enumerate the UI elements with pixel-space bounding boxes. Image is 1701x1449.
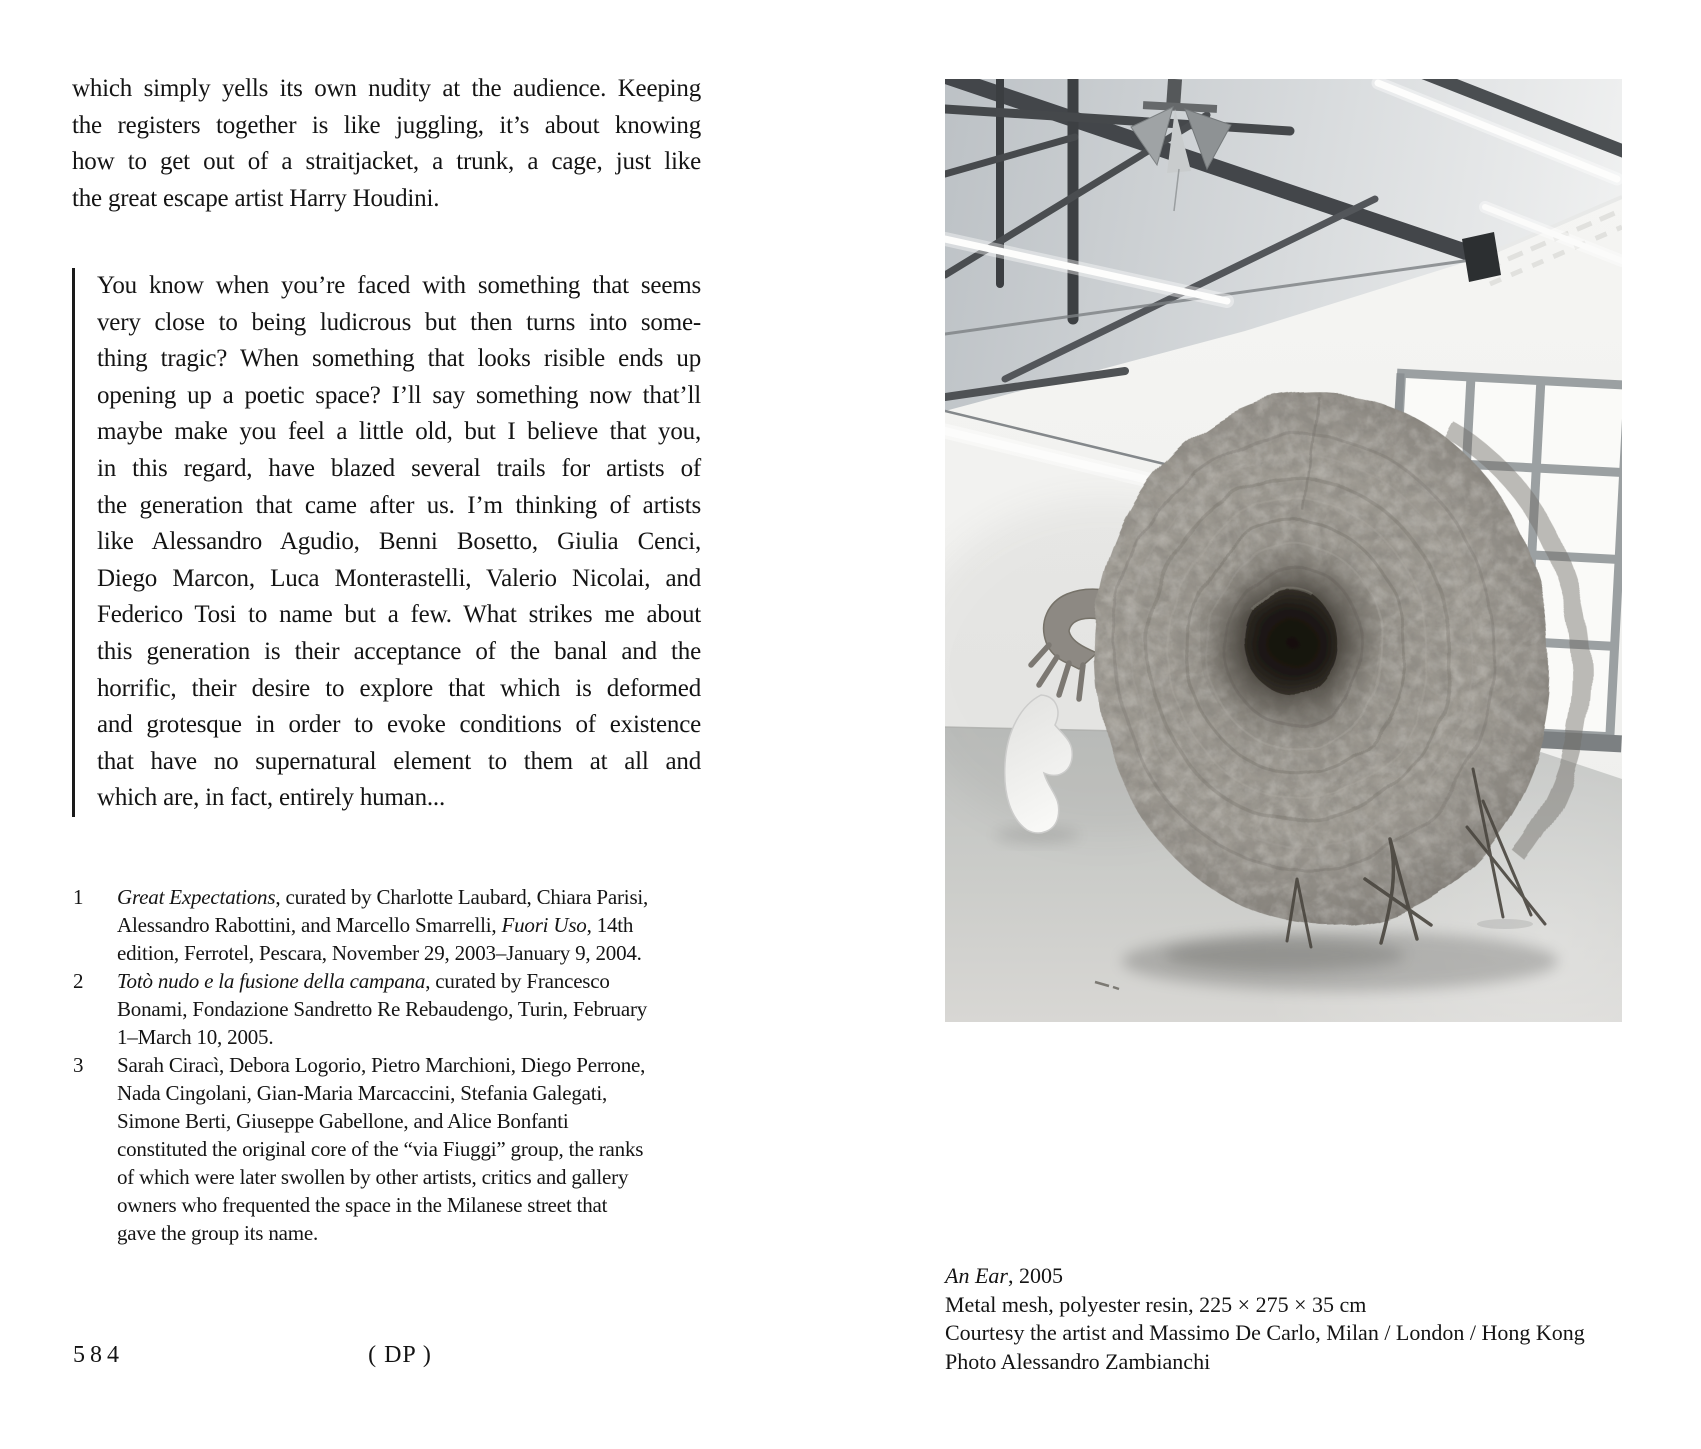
text-segment: Simone Berti, Giuseppe Gabellone, and Alice Bonfanti bbox=[117, 1109, 569, 1133]
text-line bbox=[97, 414, 701, 451]
text-segment: Nada Cingolani, Gian-Maria Marcaccini, Stefania Galegati, bbox=[117, 1081, 608, 1105]
text-line bbox=[72, 144, 701, 181]
installation-photo bbox=[945, 79, 1622, 1022]
text-segment: the great escape artist Harry Houdini. bbox=[72, 184, 440, 212]
text-line bbox=[945, 1262, 1585, 1291]
footnote-number: 1 bbox=[73, 885, 84, 909]
italic-text: Great Expectations bbox=[117, 885, 276, 909]
text-segment: which are, in fact, entirely human... bbox=[97, 784, 446, 812]
body-paragraph bbox=[72, 71, 701, 217]
text-line bbox=[72, 1219, 702, 1247]
text-line bbox=[97, 671, 701, 708]
text-line bbox=[945, 1319, 1585, 1348]
text-segment: , curated by Charlotte Laubard, Chiara Parisi, bbox=[275, 885, 649, 909]
rafter-junction-block bbox=[1462, 232, 1501, 282]
text-line bbox=[97, 268, 701, 305]
text-segment: of which were later swollen by other artists, critics and gallery bbox=[117, 1165, 629, 1189]
text-segment: Sarah Ciracì, Debora Logorio, Pietro Marchioni, Diego Perrone, bbox=[117, 1053, 646, 1077]
text-segment: constituted the original core of the “via Fiuggi” group, the ranks bbox=[117, 1137, 644, 1161]
text-line bbox=[72, 911, 702, 939]
text-segment: , curated by Francesco bbox=[425, 969, 610, 993]
text-line bbox=[97, 634, 701, 671]
text-line bbox=[72, 108, 701, 145]
text-segment: Bonami, Fondazione Sandretto Re Rebaudengo, Turin, February bbox=[117, 997, 648, 1021]
text-segment: gave the group its name. bbox=[117, 1221, 319, 1245]
text-segment: Photo Alessandro Zambianchi bbox=[945, 1348, 1211, 1374]
text-line bbox=[72, 1135, 702, 1163]
text-line bbox=[97, 378, 701, 415]
text-segment: this generation is their acceptance of the banal and the bbox=[97, 637, 701, 665]
text-segment: Courtesy the artist and Massimo De Carlo, Milan / London / Hong Kong bbox=[945, 1320, 1585, 1346]
text-segment: Metal mesh, polyester resin, 225 × 275 × 35 cm bbox=[945, 1291, 1367, 1317]
text-line bbox=[72, 967, 702, 995]
text-line bbox=[97, 305, 701, 342]
text-segment: owners who frequented the space in the Milanese street that bbox=[117, 1193, 608, 1217]
footnote-number: 3 bbox=[73, 1053, 84, 1077]
disc-shadow bbox=[1122, 931, 1558, 991]
text-line bbox=[72, 883, 702, 911]
text-line bbox=[97, 524, 701, 561]
text-line bbox=[72, 1107, 702, 1135]
text-line bbox=[945, 1348, 1585, 1377]
text-line bbox=[97, 341, 701, 378]
text-segment: Federico Tosi to name but a few. What strikes me about bbox=[97, 601, 701, 629]
text-line bbox=[97, 780, 701, 817]
text-line bbox=[97, 597, 701, 634]
text-segment: like Alessandro Agudio, Benni Bosetto, Giulia Cenci, bbox=[97, 528, 701, 556]
text-segment: You know when you’re faced with something that seems bbox=[97, 272, 701, 299]
text-segment: in this regard, have blazed several trails for artists of bbox=[97, 454, 701, 482]
blockquote bbox=[72, 268, 701, 817]
text-line bbox=[72, 995, 702, 1023]
text-segment: maybe make you feel a little old, but I believe that you, bbox=[97, 418, 701, 446]
text-line bbox=[97, 451, 701, 488]
text-segment: and grotesque in order to evoke conditions of existence bbox=[97, 711, 701, 739]
text-line bbox=[945, 1291, 1585, 1320]
text-segment: opening up a poetic space? I’ll say something now that’ll bbox=[97, 381, 701, 409]
text-segment: that have no supernatural element to them at all and bbox=[97, 747, 701, 775]
running-footer-initials: ( DP ) bbox=[368, 1342, 432, 1368]
text-segment: thing tragic? When something that looks risible ends up bbox=[97, 345, 701, 373]
text-line bbox=[97, 744, 701, 781]
italic-text: An Ear bbox=[945, 1263, 1008, 1288]
text-segment: the registers together is like juggling, it’s about knowing bbox=[72, 111, 701, 139]
text-segment: the generation that came after us. I’m thinking of artists bbox=[97, 491, 701, 519]
text-line bbox=[72, 1163, 702, 1191]
italic-text: Totò nudo e la fusione della campana bbox=[117, 969, 426, 993]
text-line bbox=[72, 181, 701, 218]
text-segment: , 2005 bbox=[1007, 1263, 1063, 1288]
text-segment: which simply yells its own nudity at the audience. Keeping bbox=[72, 75, 701, 102]
footnotes bbox=[72, 883, 702, 1247]
text-line bbox=[97, 488, 701, 525]
text-line bbox=[72, 1191, 702, 1219]
figure-photo bbox=[945, 79, 1622, 1022]
text-segment: how to get out of a straitjacket, a trunk, a cage, just like bbox=[72, 148, 701, 176]
page-number: 584 bbox=[73, 1342, 124, 1368]
text-line bbox=[72, 71, 701, 108]
text-line bbox=[72, 1023, 702, 1051]
text-line bbox=[97, 561, 701, 598]
footnote-number: 2 bbox=[73, 969, 84, 993]
text-line bbox=[72, 1051, 702, 1079]
text-line bbox=[72, 1079, 702, 1107]
figure-caption bbox=[945, 1262, 1585, 1376]
text-segment: Diego Marcon, Luca Monterastelli, Valerio Nicolai, and bbox=[97, 564, 701, 592]
text-segment: , 14th bbox=[586, 913, 634, 937]
text-segment: horrific, their desire to explore that which is deformed bbox=[97, 674, 701, 702]
text-segment: very close to being ludicrous but then turns into some- bbox=[97, 308, 701, 336]
text-line bbox=[97, 707, 701, 744]
text-line bbox=[72, 939, 702, 967]
text-segment: edition, Ferrotel, Pescara, November 29, 2003–January 9, 2004. bbox=[117, 941, 642, 965]
text-segment: 1–March 10, 2005. bbox=[117, 1025, 274, 1049]
text-segment: Alessandro Rabottini, and Marcello Smarrelli, bbox=[117, 913, 502, 937]
italic-text: Fuori Uso bbox=[501, 913, 587, 937]
